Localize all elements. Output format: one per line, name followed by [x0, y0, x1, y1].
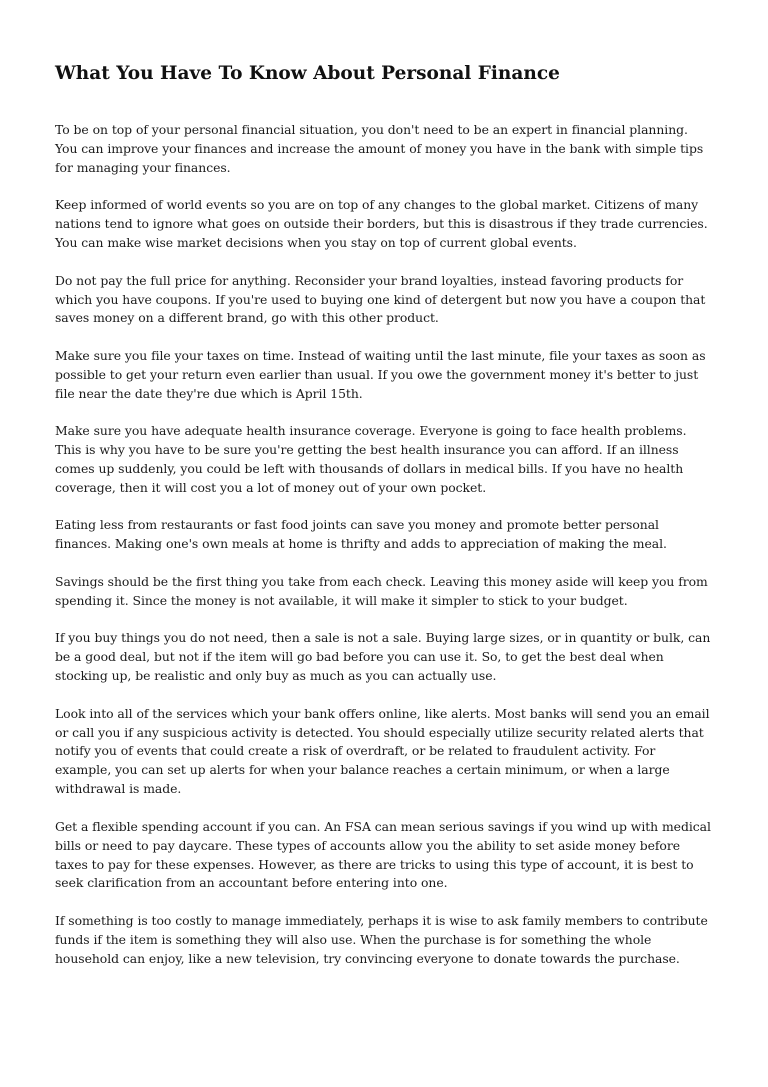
paragraph: Savings should be the first thing you take from each check. Leaving this money aside will keep you from spending it. Since the money is not available, it will make it simpler to stick to your budget.	[55, 573, 708, 608]
paragraph: Do not pay the full price for anything. Reconsider your brand loyalties, instead favoring products for which you have coupons. If you're used to buying one kind of detergent but now you have a coupon that saves money on a different brand, go with this other product.	[55, 272, 706, 326]
paragraph: To be on top of your personal financial situation, you don't need to be an expert in financial planning. You can improve your finances and increase the amount of money you have in the bank with simple tips for managing your finances.	[55, 122, 704, 175]
paragraph: Eating less from restaurants or fast food joints can save you money and promote better personal finances. Making one's own meals at home is thrifty and adds to appreciation of making the meal.	[55, 517, 667, 552]
paragraph: Get a flexible spending account if you can. An FSA can mean serious savings if you wind up with medical bills or need to pay daycare. These types of accounts allow you the ability to set aside money before taxes to pay for these expenses. However, as there are tricks to using this type of account, it is best to seek clarification from an accountant before entering into one.	[55, 818, 711, 891]
paragraph: Make sure you have adequate health insurance coverage. Everyone is going to face health problems. This is why you have to be sure you're getting the best health insurance you can afford. If an illness comes up suddenly, you could be left with thousands of dollars in medical bills. If you have no health coverage, then it will cost you a lot of money out of your own pocket.	[55, 423, 687, 495]
paragraph: Keep informed of world events so you are on top of any changes to the global market. Citizens of many nations tend to ignore what goes on outside their borders, but this is disastrous if they trade currencies. You can make wise market decisions when you stay on top of current global events.	[55, 197, 708, 251]
paragraph: If you buy things you do not need, then a sale is not a sale. Buying large sizes, or in quantity or bulk, can be a good deal, but not if the item will go bad before you can use it. So, to get the best deal when stocking up, be realistic and only buy as much as you can actually use.	[55, 630, 711, 684]
document-title: What You Have To Know About Personal Finance	[55, 63, 560, 84]
paragraph: If something is too costly to manage immediately, perhaps it is wise to ask family members to contribute funds if the item is something they will also use. When the purchase is for something the whole household can enjoy, like a new television, try convincing everyone to donate towards the purchase.	[55, 912, 708, 966]
paragraph: Look into all of the services which your bank offers online, like alerts. Most banks will send you an email or call you if any suspicious activity is detected. You should especially utilize security related alerts that notify you of events that could create a risk of overdraft, or be related to fraudulent activity. For example, you can set up alerts for when your balance reaches a certain minimum, or when a large withdrawal is made.	[55, 705, 710, 797]
document-page	[55, 62, 713, 987]
paragraph: Make sure you file your taxes on time. Instead of waiting until the last minute, file your taxes as soon as possible to get your return even earlier than usual. If you owe the government money it's better to just file near the date they're due which is April 15th.	[55, 347, 706, 401]
